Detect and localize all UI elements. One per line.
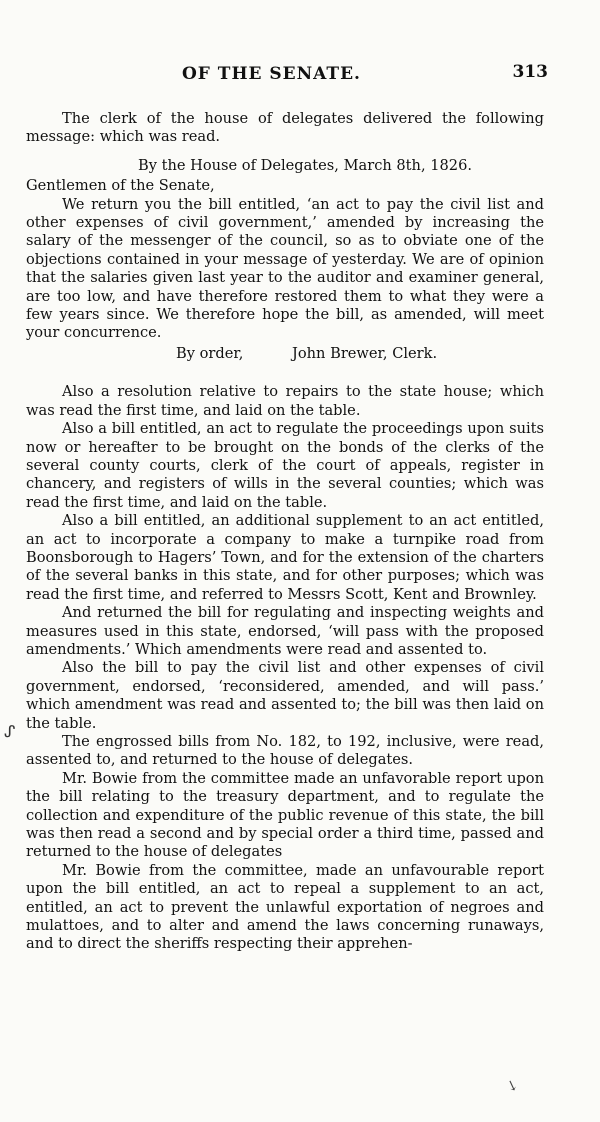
signature-line	[26, 345, 544, 363]
paragraph-bill-turnpike: Also a bill entitled, an additional supplement to an act entitled, an act to incorporate a company to make a turnpike road from Boonsborough to Hagers’ Town, and for the extension of the charters of the several banks in this state, and for other purposes; which was read the first time, and referred to Messrs Scott, Kent and Brownley.	[26, 512, 544, 603]
paragraph-resolution: Also a resolution relative to repairs to the state house; which was read the first time, and laid on the table.	[26, 383, 544, 419]
paragraph-message-body: We return you the bill entitled, ‘an act to pay the civil list and other expenses of civil government,’ amended by increasing the salary of the messenger of the council, so as to obviate one of the objections contained in your message of yesterday. We are of opinion that the salaries given last year to the auditor and examiner general, are too low, and have therefore restored them to what they were a few years since. We therefore hope the bill, as amended, will meet your concurrence.	[26, 195, 544, 342]
corner-mark: ↘	[503, 1076, 521, 1096]
paragraph-bill-clerks: Also a bill entitled, an act to regulate the proceedings upon suits now or hereafter to be brought on the bonds of the clerks of the several county courts, clerk of the court of appeals, register in chancery, and registers of wills in the several counties; which was read the first time, and laid on the table.	[26, 420, 544, 511]
paragraph-negroes-report: Mr. Bowie from the committee, made an unfavourable report upon the bill entitled, an act to repeal a supplement to an act, entitled, an act to prevent the unlawful exportation of negroes and mulattoes, and to alter and amend the laws concerning runaways, and to direct the sheriffs respecting their apprehen-	[26, 861, 544, 953]
paragraph-weights-measures: And returned the bill for regulating and inspecting weights and measures used in this state, endorsed, ‘will pass with the proposed amendments.’ Which amendments were read and assented to.	[26, 604, 544, 658]
margin-mark: ᔑ	[4, 722, 16, 741]
body-text	[26, 110, 544, 954]
paragraph-civil-list: Also the bill to pay the civil list and other expenses of civil government, endorsed, ‘reconsidered, amended, and will pass.’ which amendment was read and assented to; the bill was then laid on the table.	[26, 659, 544, 732]
page-number: 313	[512, 62, 548, 82]
page-header	[0, 64, 600, 92]
signature-by-order: By order,	[176, 344, 244, 362]
paragraph-clerk-message: The clerk of the house of delegates delivered the following message: which was read.	[26, 110, 544, 146]
paragraph-engrossed-bills: The engrossed bills from No. 182, to 192, inclusive, were read, assented to, and returned to the house of delegates.	[26, 733, 544, 769]
signature-name: John Brewer, Clerk.	[292, 344, 438, 362]
running-title: OF THE SENATE.	[182, 64, 361, 84]
paragraph-treasury-report: Mr. Bowie from the committee made an unfavorable report upon the bill relating to the treasury department, and to regulate the collection and expenditure of the public revenue of this state, the bill was then read a second and by special order a third time, passed and returned to the house of delegates	[26, 769, 544, 861]
salutation: Gentlemen of the Senate,	[26, 177, 215, 195]
dateline: By the House of Delegates, March 8th, 1826.	[137, 156, 473, 174]
